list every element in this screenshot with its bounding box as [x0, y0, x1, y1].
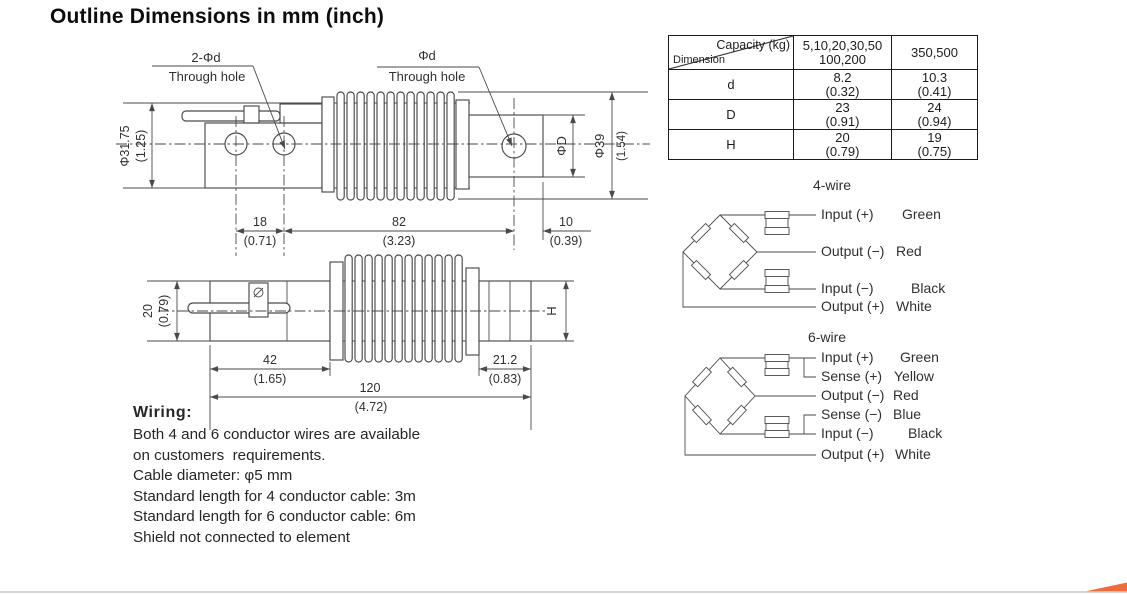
wire4-output-plus-color: White: [896, 298, 932, 314]
table-row-d-label: d: [669, 69, 793, 99]
bridge-4wire: [683, 215, 757, 289]
table-row-D-label: D: [669, 99, 793, 129]
wiring-note-line-1: Both 4 and 6 conductor wires are available: [133, 426, 421, 443]
wiring-note-line-6: Shield not connected to element: [133, 528, 350, 546]
table-header-dimension: Dimension: [673, 54, 725, 66]
table-corner-cell: [669, 36, 793, 69]
table-header-col1-line1: 5,10,20,30,50: [802, 37, 883, 53]
wire6-sense-plus-color: Yellow: [894, 368, 934, 384]
wiring-6-title: 6-wire: [807, 329, 847, 345]
wiring-note-line-5: Standard length for 6 conductor cable: 6m: [133, 508, 416, 525]
value-d-1-inch: (0.32): [825, 83, 860, 99]
wire6-output-plus-color: White: [895, 446, 931, 462]
dim-20: 20: [141, 304, 155, 318]
dim-20-inch: (0.79): [157, 294, 171, 328]
wire6-input-plus: Input (+): [821, 349, 874, 365]
wiring-note-line-3: Cable diameter: φ5 mm: [133, 467, 293, 484]
cable-gland: [244, 106, 259, 123]
dim-dia-31-75: Φ31.75: [118, 125, 132, 167]
value-H-1-inch: (0.79): [825, 143, 860, 159]
wire4-output-minus-color: Red: [896, 243, 922, 259]
bellows-bottom-view: [345, 255, 462, 362]
dim-dia-D: ΦD: [554, 136, 569, 156]
value-d-2-inch: (0.41): [917, 83, 952, 99]
value-D-1: 23: [835, 99, 850, 115]
dimension-table: [668, 35, 978, 160]
table-row-D-col1: [793, 99, 891, 129]
dim-82: 82: [392, 215, 406, 229]
value-H-2: 19: [927, 129, 942, 145]
dim-120: 120: [359, 381, 381, 395]
leader-phid-sublabel: Through hole: [388, 69, 466, 84]
dim-10: 10: [559, 215, 573, 229]
dim-18: 18: [253, 215, 267, 229]
wire6-input-minus: Input (−): [821, 425, 874, 441]
wiring-note-line-2: on customers requirements.: [133, 446, 326, 464]
table-header-col2-value: 350,500: [911, 44, 958, 60]
wire6-input-minus-color: Black: [908, 425, 943, 441]
dim-dia-39-inch: (1.54): [616, 130, 628, 162]
wiring-4-title: 4-wire: [812, 177, 852, 193]
leader-2phid-sublabel: Through hole: [168, 69, 246, 84]
table-header-col1: [793, 36, 891, 69]
cable-top-view: [182, 111, 280, 121]
wire6-output-plus: Output (+): [821, 446, 885, 462]
value-D-2-inch: (0.94): [917, 113, 952, 129]
value-H-2-inch: (0.75): [917, 143, 952, 159]
cable-bottom-view: [188, 303, 290, 313]
wiring-note-line-4: Standard length for 4 conductor cable: 3m: [133, 487, 416, 505]
wiring-notes-heading: Wiring:: [133, 404, 193, 421]
wire6-output-minus: Output (−): [821, 387, 885, 403]
value-d-1: 8.2: [833, 69, 852, 85]
table-row-D-col2: [891, 99, 977, 129]
wire6-input-plus-color: Green: [900, 349, 939, 365]
dim-21-2-inch: (0.83): [488, 372, 522, 386]
wiring-notes: [133, 404, 420, 548]
table-row-d-col2: [891, 69, 977, 99]
wire6-sense-minus: Sense (−): [821, 406, 883, 422]
dim-42-inch: (1.65): [253, 372, 287, 386]
wire6-sense-minus-color: Blue: [893, 406, 922, 422]
wiring-diagram-4wire: [683, 177, 946, 314]
top-view-drawing: [116, 48, 650, 256]
dim-H: H: [544, 306, 559, 316]
table-header-capacity: Capacity (kg): [716, 38, 790, 52]
wire4-input-plus: Input (+): [821, 206, 874, 222]
wire4-input-minus: Input (−): [821, 280, 874, 296]
dim-21-2: 21.2: [492, 353, 518, 367]
page-footer: [0, 583, 1127, 593]
table-row-H-col2: [891, 129, 977, 159]
dim-120-inch: (4.72): [354, 400, 388, 414]
dim-10-inch: (0.39): [549, 234, 583, 248]
mounting-block: [205, 123, 322, 188]
table-row-H-col1: [793, 129, 891, 159]
wire4-input-minus-color: Black: [911, 280, 946, 296]
wiring-diagram-6wire: [685, 329, 943, 462]
table-row-H-label: H: [669, 129, 793, 159]
value-D-2: 24: [927, 99, 942, 115]
bridge-6wire: [685, 358, 755, 434]
bellows-top-view: [337, 92, 454, 200]
wire4-output-plus: Output (+): [821, 298, 885, 314]
leader-2phid-label: 2-Φd: [191, 50, 221, 65]
value-d-2: 10.3: [921, 69, 948, 85]
wire4-output-minus: Output (−): [821, 243, 885, 259]
dim-dia-39: Φ39: [592, 133, 607, 159]
dim-dia-31-75-inch: (1.25): [134, 129, 148, 163]
wire6-sense-plus: Sense (+): [821, 368, 883, 384]
table-header-col2: [891, 36, 977, 69]
wire6-output-minus-color: Red: [893, 387, 919, 403]
value-H-1: 20: [835, 129, 850, 145]
page-title: Outline Dimensions in mm (inch): [50, 5, 385, 28]
wire4-input-plus-color: Green: [902, 206, 941, 222]
dim-18-inch: (0.71): [243, 234, 277, 248]
dim-42: 42: [263, 353, 277, 367]
table-header-col1-line2: 100,200: [819, 51, 866, 67]
table-row-d-col1: [793, 69, 891, 99]
footer-accent-swoosh: [1086, 583, 1127, 592]
leader-phid-label: Φd: [418, 48, 436, 63]
dim-82-inch: (3.23): [382, 234, 416, 248]
value-D-1-inch: (0.91): [825, 113, 860, 129]
